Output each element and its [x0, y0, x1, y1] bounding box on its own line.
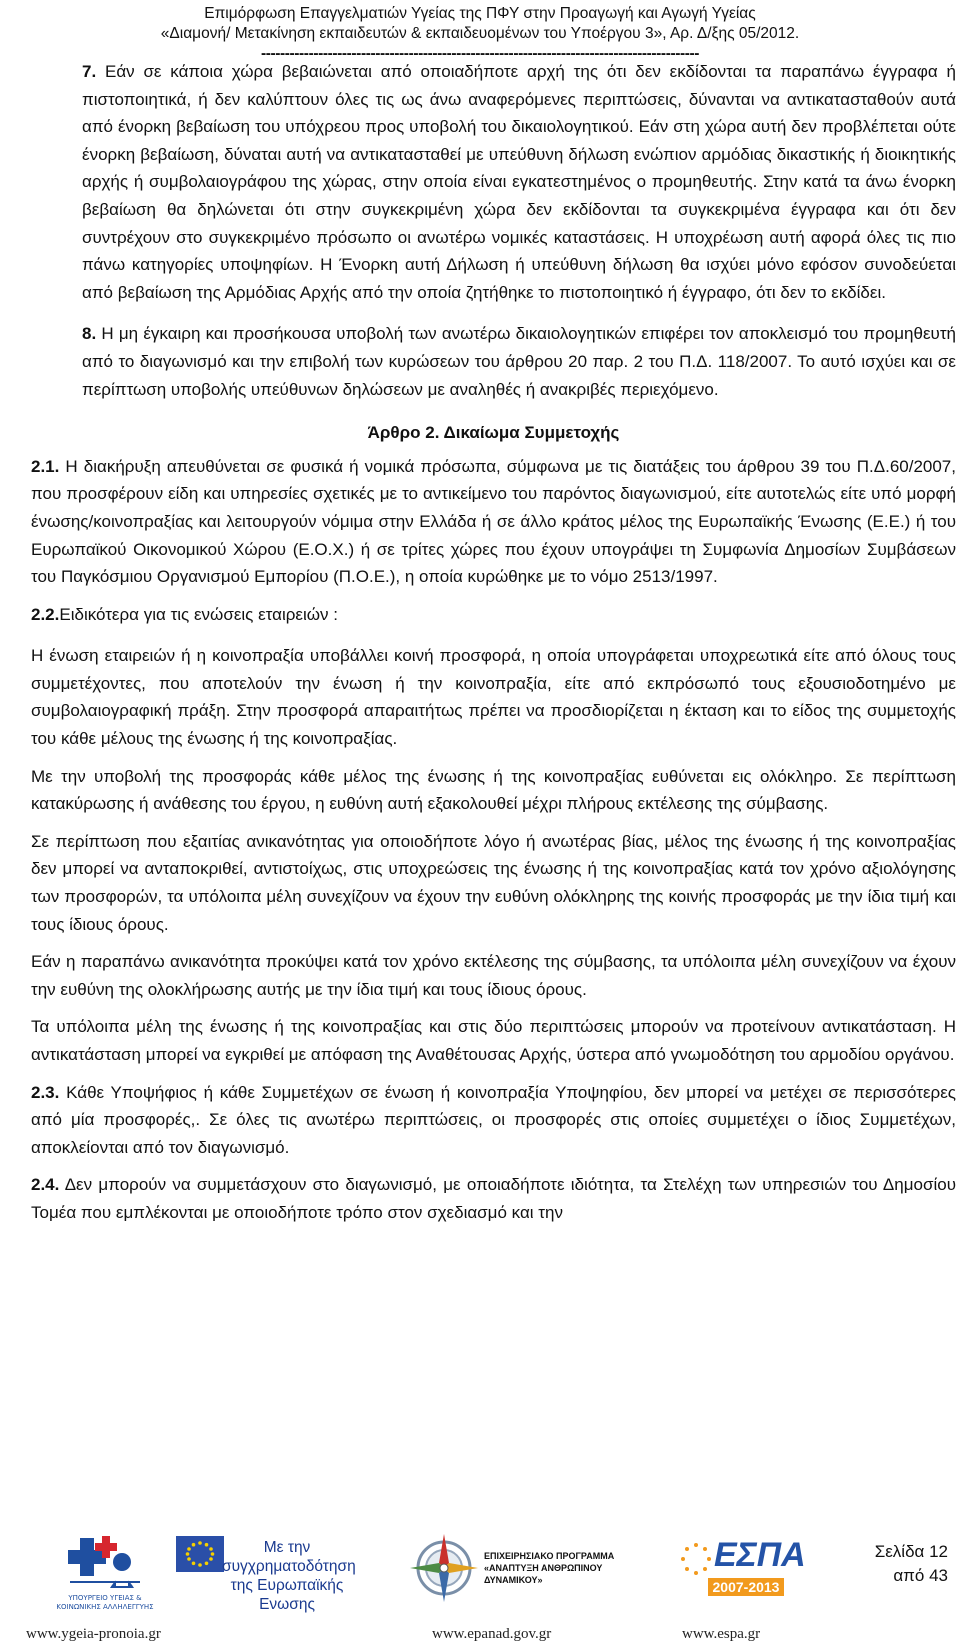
eu-text-line: Ενωσης	[259, 1596, 315, 1613]
eu-text-line: συγχρηματοδότηση	[222, 1558, 356, 1575]
paragraph-2-3	[31, 1079, 956, 1162]
article-heading: Άρθρο 2. Δικαίωμα Συμμετοχής	[367, 423, 620, 443]
espa-years: 2007-2013	[708, 1578, 784, 1596]
paragraph-number: 2.4.	[31, 1175, 60, 1195]
page-number	[868, 1540, 948, 1588]
paragraph-text: Εάν σε κάποια χώρα βεβαιώνεται από οποιαδήποτε αρχή της ότι δεν εκδίδονται τα παραπάνω έγγραφα ή πιστοποιητικά, ή δεν καλύπτουν όλες τις ως άνω αναφερόμενες περιπτώσεις, δύνανται να αντικατασταθούν αυτά από ένορκη βεβαίωση του υπόχρεου προς υποβολή του δικαιολογητικού. Εάν στη χώρα αυτή δεν προβλέπεται ούτε ένορκη βεβαίωση, δύναται αυτή να αντικατασταθεί με υπεύθυνη δήλωση ενώπιον αρμόδιας δικαστικής ή διοικητικής αρχής ή συμβολαιογράφου της χώρας, στην οποία είναι εγκατεστημένος ο προμηθευτής. Στην κατά τα άνω ένορκη βεβαίωση θα δηλώνεται ότι στην συγκεκριμένη χώρα δεν εκδίδονται τα συγκεκριμένα έγγραφα και ότι δεν συντρέχουν στο συγκεκριμένο πρόσωπο οι ανωτέρω νομικές καταστάσεις. Η υποχρέωση αυτή αφορά όλες τις πιο πάνω κατηγορίες υποψηφίων. Η Ένορκη αυτή Δήλωση ή υπεύθυνη δήλωση θα ισχύει μόνο εφόσον συνοδεύεται από βεβαίωση της Αρμόδιας Αρχής από την οποία ζητήθηκε το πιστοποιητικό ή έγγραφο, ότι δεν το εκδίδει.	[82, 62, 956, 302]
paragraph-2-2-e: Τα υπόλοιπα μέλη της ένωσης ή της κοινοπραξίας και στις δύο περιπτώσεις μπορούν να προτείνουν αντικατάσταση. Η αντικατάσταση μπορεί να εγκριθεί με απόφαση της Αναθέτουσας Αρχής, ύστερα από γνωμοδότηση του αρμοδίου οργάνου.	[31, 1017, 956, 1064]
program-line: «ΑΝΑΠΤΥΞΗ ΑΝΘΡΩΠΙΝΟΥ ΔΥΝΑΜΙΚΟΥ»	[484, 1563, 603, 1585]
ministry-logo	[50, 1532, 160, 1622]
espa-stars-icon	[678, 1540, 714, 1580]
paragraph-text: Ειδικότερα για τις ενώσεις εταιρειών :	[59, 604, 338, 624]
paragraph-2-2-b: Με την υποβολή της προσφοράς κάθε μέλος της ένωσης ή της κοινοπραξίας ευθύνεται εις ολόκληρο. Σε περίπτωση κατακύρωσης ή ανάθεσης του έργου, η ευθύνη αυτή εξακολουθεί μέχρι πλήρους εκτέλεσης της σύμβασης.	[31, 766, 956, 814]
paragraph-text: Δεν μπορούν να συμμετάσχουν στο διαγωνισμό, με οποιαδήποτε ιδιότητα, τα Στελέχη των υπηρεσιών του Δημοσίου Τομέα που εμπλέκονται με οποιοδήποτε τρόπο στον σχεδιασμό και την	[31, 1175, 956, 1222]
program-name	[484, 1550, 634, 1586]
page-number-line: Σελίδα 12	[874, 1542, 948, 1561]
program-url[interactable]: www.epanad.gov.gr	[432, 1626, 552, 1642]
header-title: Επιμόρφωση Επαγγελματιών Υγείας της ΠΦΥ στην Προαγωγή και Αγωγή Υγείας	[204, 5, 756, 22]
ministry-name: ΥΠΟΥΡΓΕΙΟ ΥΓΕΙΑΣ & ΚΟΙΝΩΝΙΚΗΣ ΑΛΛΗΛΕΓΓΥΗΣ	[56, 1594, 154, 1611]
header-subtitle: «Διαμονή/ Μετακίνηση εκπαιδευτών & εκπαιδευομένων του Υποέργου 3», Αρ. Δ/ξης 05/2012.	[160, 25, 800, 42]
espa-title: ΕΣΠΑ	[714, 1536, 806, 1574]
paragraph-number: 7.	[82, 62, 97, 81]
paragraph-2-4	[31, 1171, 956, 1226]
page-header	[0, 0, 960, 64]
paragraph-2-2-a: Η ένωση εταιρειών ή η κοινοπραξία υποβάλλει κοινή προσφορά, η οποία υπογράφεται υποχρεωτικά είτε από όλους τους συμμετέχοντες, που αποτελούν την ένωση ή την κοινοπραξία, είτε από εκπρόσωπό τους εξουσιοδοτημένο με συμβολαιογραφική πράξη. Στην προσφορά απαραιτήτως πρέπει να προσδιορίζεται η έκταση και το είδος της συμμετοχής του κάθε μέλους της ένωσης ή της κοινοπραξίας.	[31, 646, 956, 749]
page-total-line: από 43	[893, 1566, 948, 1585]
paragraph-text: Η διακήρυξη απευθύνεται σε φυσικά ή νομικά πρόσωπα, σύμφωνα με τις διατάξεις του άρθρου 39 του Π.Δ.60/2007, που προσφέρουν είδη και υπηρεσίες σχετικές με το αντικείμενο του παρόντος διαγωνισμού, είτε αυτοτελώς είτε υπό μορφή ένωσης/κοινοπραξίας και λειτουργούν νόμιμα στην Ελλάδα ή σε άλλο κράτος μέλος της Ευρωπαϊκής Ένωσης (Ε.Ε.) ή του Ευρωπαϊκού Οικονομικού Χώρου (Ε.Ο.Χ.) ή σε τρίτες χώρες που έχουν υπογράψει τη Συμφωνία Δημοσίων Συμβάσεων του Παγκόσμιου Οργανισμού Εμπορίου (Π.Ο.Ε.), η οποία κυρώθηκε με το νόμο 2513/1997.	[31, 456, 956, 587]
page-footer	[0, 1532, 960, 1649]
espa-logo	[678, 1536, 806, 1616]
paragraph-number: 8.	[82, 324, 97, 344]
document-body	[31, 58, 956, 1227]
paragraph-number: 2.2.	[31, 604, 60, 624]
paragraph-text: Η μη έγκαιρη και προσήκουσα υποβολή των ανωτέρω δικαιολογητικών επιφέρει τον αποκλεισμό του προμηθευτή από το διαγωνισμό και την επιβολή των κυρώσεων του άρθρου 20 παρ. 2 του Π.Δ. 118/2007. Το αυτό ισχύει και σε περίπτωση υποβολής υπεύθυνων δηλώσεων με αναληθές ή ανακριβές περιεχόμενο.	[82, 324, 956, 399]
ministry-url[interactable]: www.ygeia-pronoia.gr	[26, 1626, 161, 1642]
paragraph-7	[31, 58, 956, 306]
eu-text-line: της Ευρωπαϊκής	[230, 1577, 344, 1594]
paragraph-2-2	[31, 601, 956, 629]
paragraph-2-1	[31, 453, 956, 591]
paragraph-number: 2.1.	[31, 456, 60, 476]
eu-cofunding-text	[222, 1538, 356, 1614]
header-divider: --------------------------------------------------------------------------------------------	[260, 45, 700, 62]
eu-text-line: Με την	[263, 1539, 311, 1556]
eu-flag-icon	[176, 1536, 224, 1572]
ministry-emblem-icon	[50, 1532, 160, 1594]
paragraph-8	[31, 320, 956, 403]
espa-url[interactable]: www.espa.gr	[682, 1626, 761, 1642]
program-compass-icon	[408, 1532, 480, 1604]
program-line: ΕΠΙΧΕΙΡΗΣΙΑΚΟ ΠΡΟΓΡΑΜΜΑ	[484, 1551, 615, 1561]
paragraph-number: 2.3.	[31, 1082, 60, 1102]
paragraph-2-2-c: Σε περίπτωση που εξαιτίας ανικανότητας για οποιοδήποτε λόγο ή ανωτέρας βίας, μέλος της ένωσης ή της κοινοπραξίας δεν μπορεί να ανταποκριθεί, αντιστοίχως, στις υποχρεώσεις της ένωσης ή της κοινοπραξίας κατά τον χρόνο αξιολόγησης των προσφορών, τα υπόλοιπα μέλη συνεχίζουν να έχουν την ευθύνη ολόκληρης της κοινής προσφοράς με την ίδια τιμή και τους ίδιους όρους.	[31, 831, 956, 934]
paragraph-2-2-d: Εάν η παραπάνω ανικανότητα προκύψει κατά τον χρόνο εκτέλεσης της σύμβασης, τα υπόλοιπα μέλη συνεχίζουν να έχουν την ευθύνη της ολοκλήρωσης αυτής με την ίδια τιμή και τους ίδιους όρους.	[31, 952, 956, 999]
paragraph-text: Κάθε Υποψήφιος ή κάθε Συμμετέχων σε ένωση ή κοινοπραξία Υποψηφίου, δεν μπορεί να μετέχει σε περισσότερες από μία προσφορές,. Σε όλες τις ανωτέρω περιπτώσεις, οι προσφορές στις οποίες συμμετέχει ο ίδιος Συμμετέχων, αποκλείονται από τον διαγωνισμό.	[31, 1082, 956, 1157]
